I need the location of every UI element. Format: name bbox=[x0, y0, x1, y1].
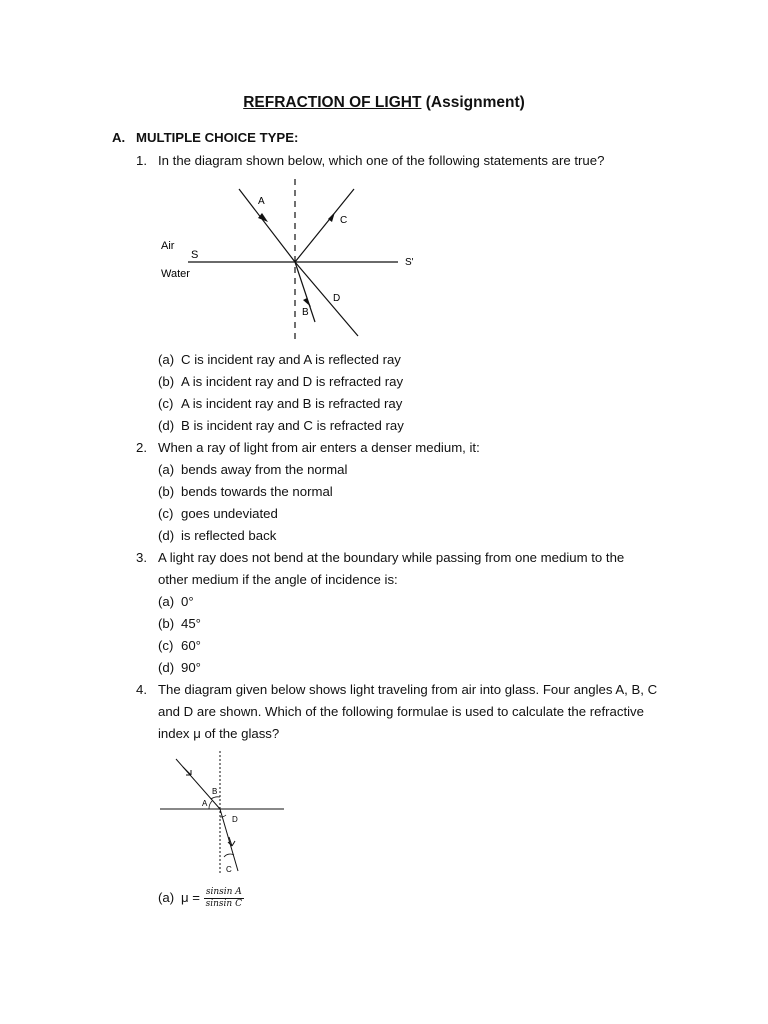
label-a: A bbox=[258, 196, 265, 207]
label-a: A bbox=[202, 799, 208, 808]
question-4 bbox=[136, 681, 657, 699]
option-text: bends away from the normal bbox=[181, 462, 348, 477]
q1-option-b bbox=[158, 373, 403, 391]
question-text-line-1: A light ray does not bend at the boundary while passing from one medium to the bbox=[158, 550, 625, 565]
q3-option-a bbox=[158, 593, 194, 611]
option-label: (d) bbox=[158, 528, 175, 543]
section-label: MULTIPLE CHOICE TYPE: bbox=[136, 130, 299, 145]
option-label: (b) bbox=[158, 616, 175, 631]
option-text: 60° bbox=[181, 638, 201, 653]
title-sub: (Assignment) bbox=[425, 94, 525, 111]
question-text-line-1: The diagram given below shows light traveling from air into glass. Four angles A, B, C bbox=[158, 682, 658, 697]
question-4-line-2: and D are shown. Which of the following formulae is used to calculate the refractive bbox=[158, 704, 644, 719]
q2-option-d bbox=[158, 527, 276, 545]
q3-option-d bbox=[158, 659, 201, 677]
option-label: (a) bbox=[158, 889, 175, 905]
option-label: (c) bbox=[158, 638, 174, 653]
label-b: B bbox=[212, 787, 218, 796]
question-1 bbox=[136, 152, 604, 170]
question-text: When a ray of light from air enters a denser medium, it: bbox=[158, 440, 480, 455]
q2-option-c bbox=[158, 505, 278, 523]
question-2 bbox=[136, 439, 480, 457]
label-c: C bbox=[340, 215, 348, 226]
option-label: (d) bbox=[158, 660, 175, 675]
option-label: (d) bbox=[158, 418, 175, 433]
formula-denominator: sinsin C bbox=[205, 899, 242, 909]
option-text: 0° bbox=[181, 594, 194, 609]
question-number: 3. bbox=[136, 550, 147, 565]
label-s-prime: S' bbox=[405, 257, 414, 268]
formula-fraction bbox=[204, 887, 244, 910]
option-label: (b) bbox=[158, 374, 175, 389]
q4-option-a bbox=[158, 887, 244, 910]
option-text: A is incident ray and B is refracted ray bbox=[181, 396, 403, 411]
incident-ray bbox=[176, 759, 220, 809]
angle-a-arc bbox=[209, 801, 212, 809]
section-heading bbox=[112, 130, 298, 145]
ray-b-arrow-icon bbox=[303, 298, 311, 307]
section-letter: A. bbox=[112, 130, 126, 145]
q3-option-b bbox=[158, 615, 201, 633]
question-3 bbox=[136, 549, 624, 567]
option-text: bends towards the normal bbox=[181, 484, 333, 499]
label-s: S bbox=[191, 249, 199, 261]
option-label: (a) bbox=[158, 462, 175, 477]
label-d: D bbox=[333, 293, 341, 304]
option-label: (b) bbox=[158, 484, 175, 499]
formula-prefix: μ = bbox=[181, 889, 200, 905]
q3-option-c bbox=[158, 637, 201, 655]
label-b: B bbox=[302, 307, 309, 318]
question-3-line-2: other medium if the angle of incidence is: bbox=[158, 572, 398, 587]
q1-option-d bbox=[158, 417, 404, 435]
question-number: 2. bbox=[136, 440, 147, 455]
incident-arrow-icon bbox=[183, 767, 191, 775]
option-label: (a) bbox=[158, 352, 175, 367]
q2-option-a bbox=[158, 461, 347, 479]
option-text: goes undeviated bbox=[181, 506, 278, 521]
label-d: D bbox=[232, 815, 238, 824]
angle-b-arc bbox=[211, 797, 220, 799]
angle-c-arc bbox=[224, 854, 234, 857]
angle-d-arc bbox=[220, 815, 226, 817]
ray-a bbox=[239, 189, 295, 262]
option-text: 90° bbox=[181, 660, 201, 675]
option-label: (c) bbox=[158, 506, 174, 521]
option-text: 45° bbox=[181, 616, 201, 631]
question-4-line-3: index μ of the glass? bbox=[158, 726, 280, 741]
ray-d bbox=[295, 262, 358, 336]
option-text: B is incident ray and C is refracted ray bbox=[181, 418, 404, 433]
question-text: In the diagram shown below, which one of the following statements are true? bbox=[158, 153, 605, 168]
q2-option-b bbox=[158, 483, 333, 501]
question-number: 4. bbox=[136, 682, 147, 697]
label-water: Water bbox=[161, 268, 190, 280]
formula-numerator: sinsin A bbox=[204, 887, 244, 899]
page-title bbox=[0, 94, 768, 112]
refraction-diagram-1 bbox=[155, 177, 417, 345]
refraction-diagram-2 bbox=[158, 751, 286, 875]
q1-option-c bbox=[158, 395, 402, 413]
option-label: (a) bbox=[158, 594, 175, 609]
option-label: (c) bbox=[158, 396, 174, 411]
option-text: A is incident ray and D is refracted ray bbox=[181, 374, 404, 389]
question-number: 1. bbox=[136, 153, 147, 168]
title-main: REFRACTION OF LIGHT bbox=[243, 94, 422, 111]
option-text: is reflected back bbox=[181, 528, 277, 543]
q1-option-a bbox=[158, 351, 401, 369]
option-text: C is incident ray and A is reflected ray bbox=[181, 352, 401, 367]
label-air: Air bbox=[161, 240, 175, 252]
label-c: C bbox=[226, 865, 232, 874]
